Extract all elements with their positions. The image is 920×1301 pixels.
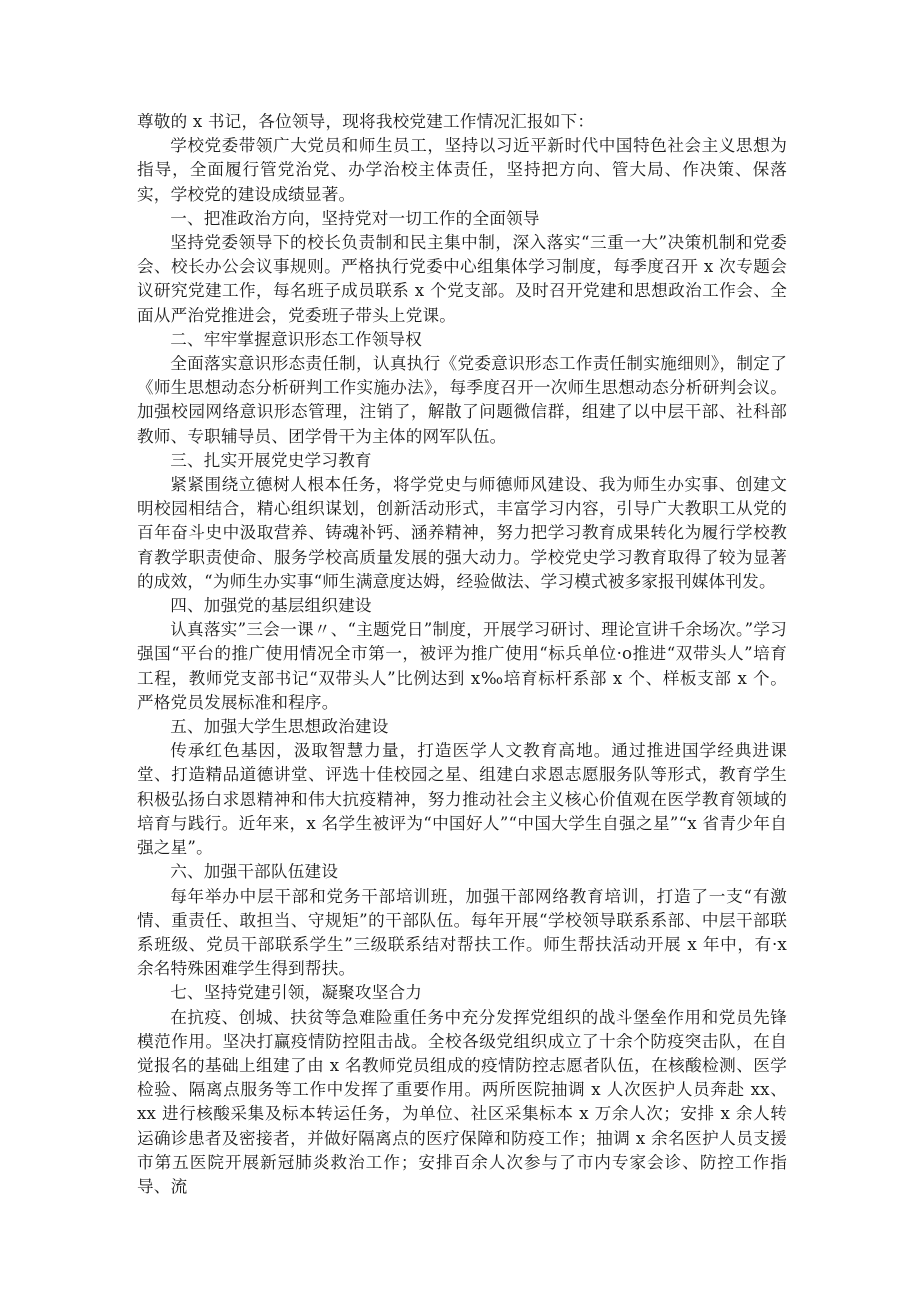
report-body: [137, 110, 787, 1199]
section-heading-7: 七、坚持党建引领，凝聚攻坚合力: [170, 983, 423, 1003]
section-body-1: 坚持党委领导下的校长负责制和民主集中制，深入落实“三重一大”决策机制和党委会、校长办公会议事规则。严格执行党委中心组集体学习制度，每季度召开 x 次专题会议研究党建工作，每名班子成员联系 x 个党支部。及时召开党建和思想政治工作会、全面从严治党推进会，党委班子带头上党课。: [137, 233, 787, 325]
section-body-4: 认真落实”三会一课〃、“主题党日”制度，开展学习研讨、理论宣讲千余场次。”学习强国“平台的推广使用情况全市第一，被评为推广使用“标兵单位·o推进“双带头人”培育工程，教师党支部书记“双带头人”比例达到 x‰培育标杆系部 x 个、样板支部 x 个。严格党员发展标准和程序。: [137, 620, 787, 712]
section-heading-2: 二、牢牢掌握意识形态工作领导权: [170, 329, 423, 349]
section-heading-6: 六、加强干部队伍建设: [170, 862, 339, 882]
section-heading-3: 三、扎实开展党史学习教育: [170, 450, 372, 470]
section-body-2: 全面落实意识形态责任制，认真执行《党委意识形态工作责任制实施细则》，制定了《师生思想动态分析研判工作实施办法》，每季度召开一次师生思想动态分析研判会议。加强校园网络意识形态管理，注销了，解散了问题微信群，组建了以中层干部、社科部教师、专职辅导员、团学骨干为主体的网军队伍。: [137, 354, 787, 446]
section-body-5: 传承红色基因，汲取智慧力量，打造医学人文教育高地。通过推进国学经典进课堂、打造精品道德讲堂、评选十佳校园之星、组建白求恩志愿服务队等形式，教育学生积极弘扬白求恩精神和伟大抗疫精神，努力推动社会主义核心价值观在医学教育领域的培育与践行。近年来，x 名学生被评为“中国好人”“中国大学生自强之星”“x 省青少年自强之星”。: [137, 741, 787, 858]
section-heading-4: 四、加强党的基层组织建设: [170, 596, 372, 616]
section-heading-5: 五、加强大学生思想政治建设: [170, 717, 389, 737]
intro-paragraph: 学校党委带领广大党员和师生员工，坚持以习近平新时代中国特色社会主义思想为指导，全面履行管党治党、办学治校主体责任，坚持把方向、管大局、作决策、保落实，学校党的建设成绩显著。: [137, 136, 787, 204]
section-body-3: 紧紧围绕立德树人根本任务，将学党史与师德师风建设、我为师生办实事、创建文明校园相结合，精心组织谋划，创新活动形式，丰富学习内容，引导广大教职工从党的百年奋斗史中汲取营养、铸魂补钙、涵养精神，努力把学习教育成果转化为履行学校教育教学职责使命、服务学校高质量发展的强大动力。学校党史学习教育取得了较为显著的成效，“为师生办实事“师生满意度达姆，经验做法、学习模式被多家报刊媒体刊发。: [137, 475, 787, 591]
greeting-paragraph: 尊敬的 x 书记，各位领导，现将我校党建工作情况汇报如下：: [137, 112, 595, 131]
section-heading-1: 一、把准政治方向，坚持党对一切工作的全面领导: [170, 208, 540, 228]
section-body-6: 每年举办中层干部和党务干部培训班，加强干部网络教育培训，打造了一支“有激情、重责任、敢担当、守规矩”的干部队伍。每年开展“学校领导联系系部、中层干部联系班级、党员干部联系学生”三级联系结对帮扶工作。师生帮扶活动开展 x 年中，有·x 余名特殊困难学生得到帮扶。: [137, 886, 787, 979]
section-body-7: 在抗疫、创城、扶贫等急难险重任务中充分发挥党组织的战斗堡垒作用和党员先锋模范作用。坚决打赢疫情防控阻击战。全校各级党组织成立了十余个防疫突击队，在自觉报名的基础上组建了由 x 名教师党员组成的疫情防控志愿者队伍，在核酸检测、医学检验、隔离点服务等工作中发挥了重要作用。两所医院抽调 x 人次医护人员奔赴 xx、xx 进行核酸采集及标本转运任务，为单位、社区采集标本 x 万余人次；安排 x 余人转运确诊患者及密接者，并做好隔离点的医疗保障和防疫工作；抽调 x 余名医护人员支援市第五医院开展新冠肺炎救治工作；安排百余人次参与了市内专家会诊、防控工作指导、流: [137, 1007, 787, 1196]
